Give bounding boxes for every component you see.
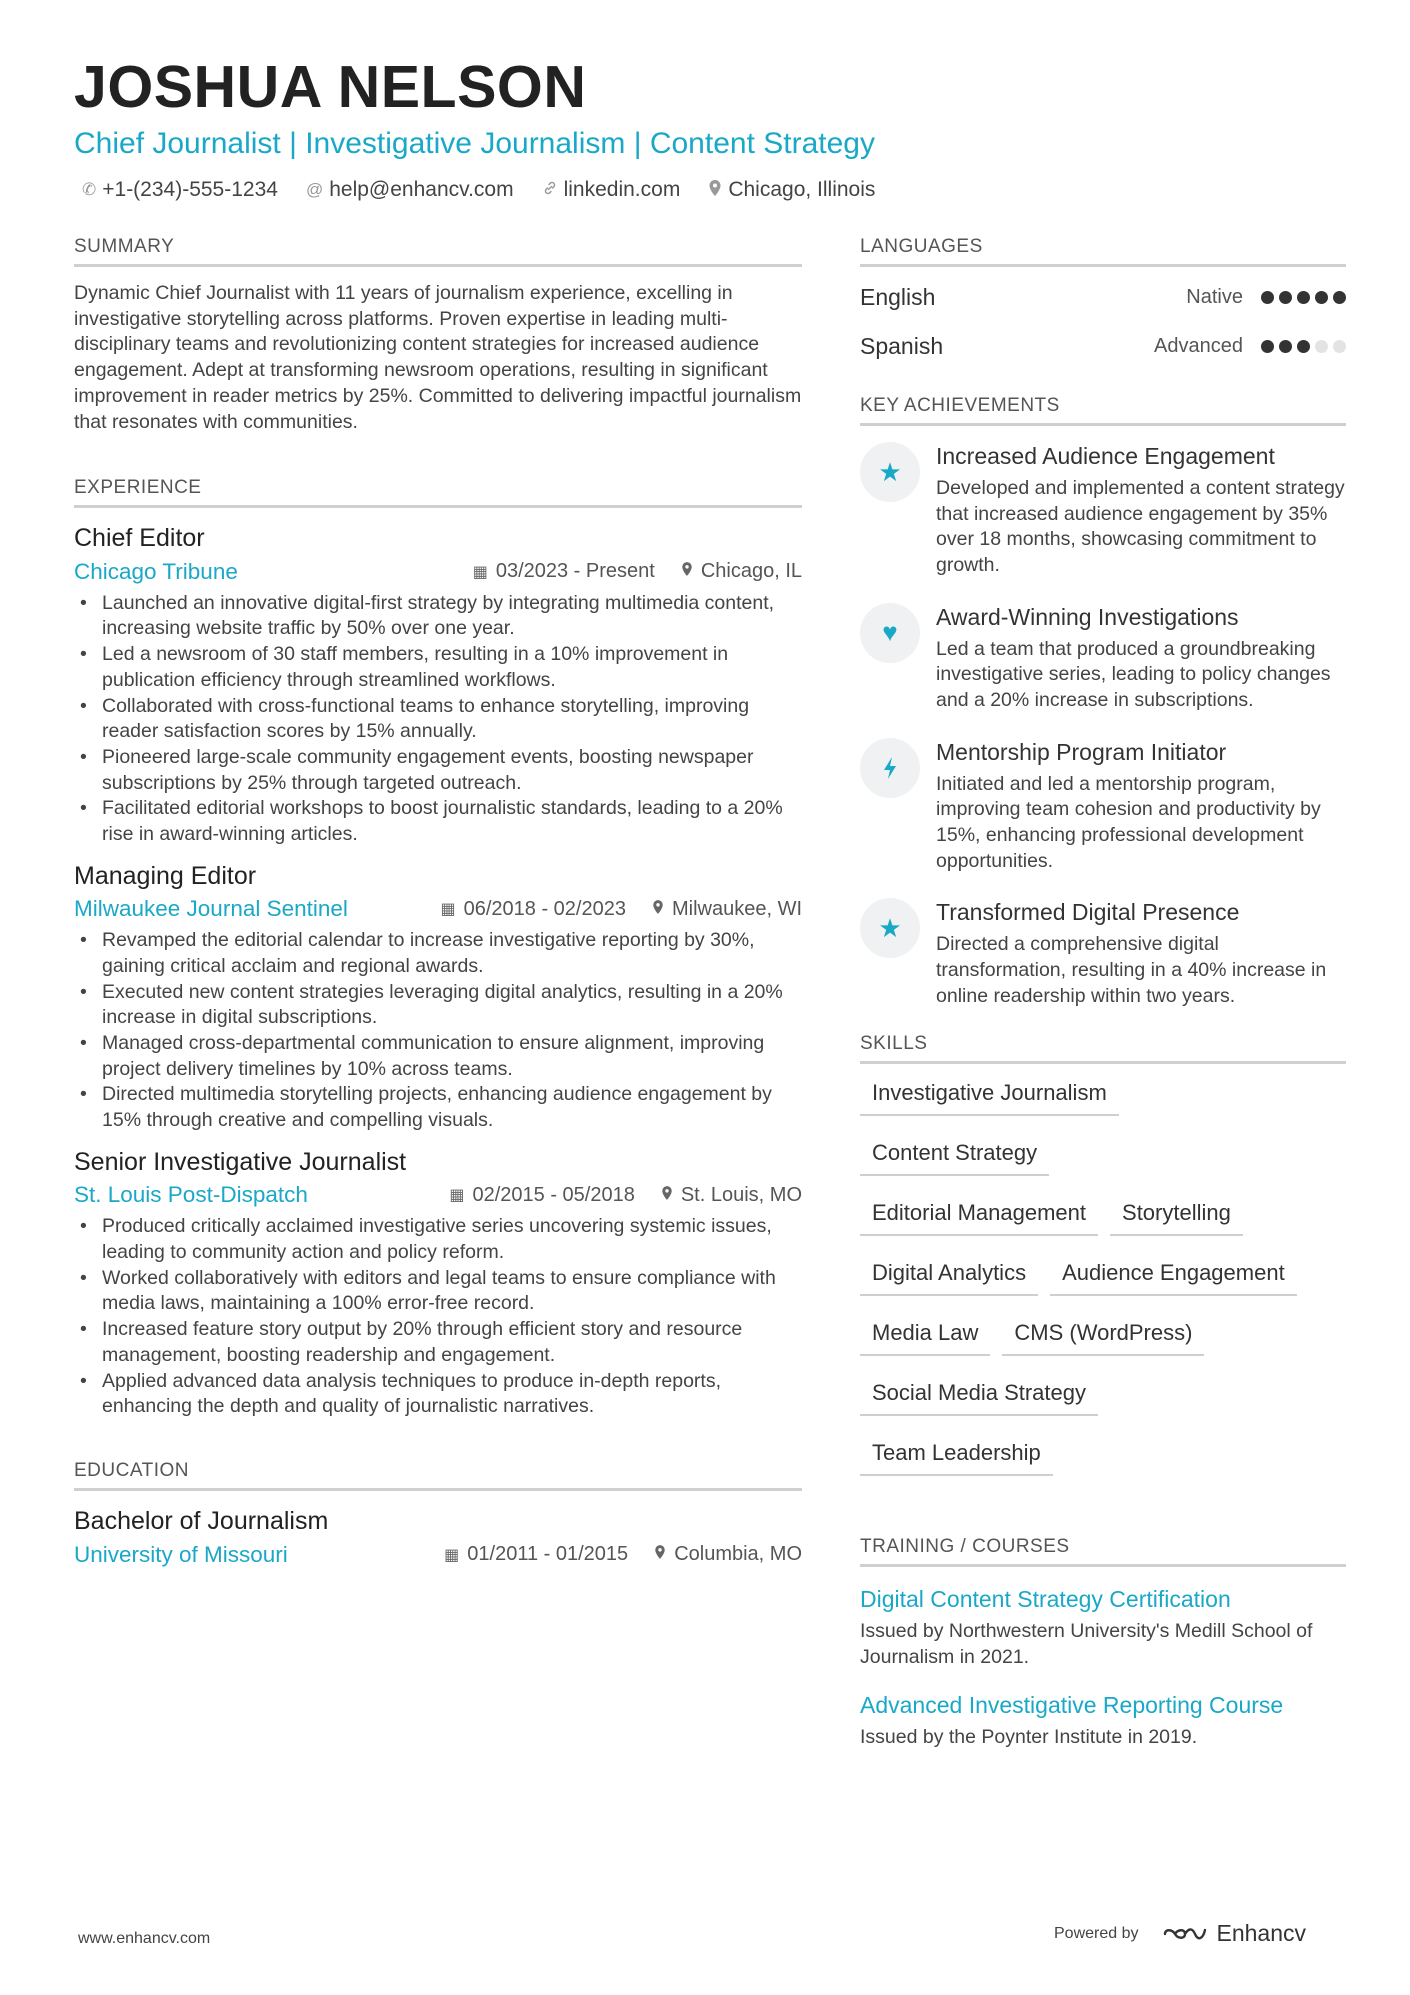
- skill-tag: Investigative Journalism: [860, 1070, 1119, 1116]
- skill-tag: Media Law: [860, 1310, 990, 1356]
- rating-dot-filled: [1279, 340, 1292, 353]
- course-item: [860, 1691, 1346, 1751]
- brand-logo[interactable]: [1161, 1920, 1307, 1947]
- bullet-item: • Worked collaboratively with editors and legal teams to ensure compliance with media laws, maintaining a 100% error-free record.: [74, 1266, 802, 1317]
- job-details: [440, 898, 802, 921]
- course-item: [860, 1585, 1346, 1670]
- job-meta: [74, 1182, 802, 1208]
- job-location-text: Milwaukee, WI: [671, 897, 802, 920]
- bullet-item: • Managed cross-departmental communication to ensure alignment, improving project delivery timelines by 10% across teams.: [74, 1031, 802, 1082]
- skill-tag: Team Leadership: [860, 1430, 1053, 1476]
- skill-tag: Social Media Strategy: [860, 1370, 1098, 1416]
- summary-text: Dynamic Chief Journalist with 11 years of journalism experience, excelling in investigative storytelling across platforms. Proven expertise in leading multi-disciplinary teams and revolutionizing content strategies for increased audience engagement. Adept at transforming newsroom operations, resulting in significant improvement in reader metrics by 25%. Committed to delivering impactful journalism that resonates with communities.: [74, 282, 802, 433]
- rating-dots: [1261, 340, 1346, 353]
- contact-email[interactable]: [306, 178, 514, 202]
- skill-tag: CMS (WordPress): [1002, 1310, 1204, 1356]
- experience-heading: EXPERIENCE: [74, 477, 802, 508]
- achievements-section: [860, 395, 1346, 1009]
- at-icon: @: [305, 180, 324, 199]
- location-icon: [708, 179, 722, 202]
- achievement-desc: Initiated and led a mentorship program, improving team cohesion and productivity by 15%, enhancing professional development opportunities.: [936, 772, 1321, 872]
- school-name: University of Missouri: [74, 1541, 288, 1567]
- link-icon: [542, 180, 558, 201]
- job-entry: [74, 522, 802, 848]
- job-dates-text: 02/2015 - 05/2018: [472, 1183, 635, 1206]
- bullet-item: • Revamped the editorial calendar to increase investigative reporting by 30%, gaining critical acclaim and regional awards.: [74, 928, 802, 979]
- summary-section: [74, 236, 802, 435]
- bullet-item: • Produced critically acclaimed investigative series uncovering systemic issues, leading to community action and policy reform.: [74, 1214, 802, 1265]
- job-meta: [74, 559, 802, 585]
- calendar-icon: ▦: [440, 901, 456, 919]
- phone-icon: ✆: [82, 180, 97, 199]
- job-dates: [440, 898, 626, 921]
- rating-dot-filled: [1261, 340, 1274, 353]
- calendar-icon: ▦: [472, 563, 488, 581]
- rating-dot-filled: [1279, 291, 1292, 304]
- achievement-desc: Developed and implemented a content strategy that increased audience engagement by 35% over 18 months, showcasing commitment to growth.: [936, 476, 1345, 576]
- language-name: English: [860, 284, 936, 310]
- job-location: [681, 560, 802, 583]
- rating-dots: [1261, 291, 1346, 304]
- calendar-icon: ▦: [444, 1546, 460, 1564]
- bullet-item: • Facilitated editorial workshops to boost journalistic standards, leading to a 20% rise in award-winning articles.: [74, 796, 802, 847]
- bullet-item: • Executed new content strategies leveraging digital analytics, resulting in a 20% increase in digital subscriptions.: [74, 980, 802, 1031]
- bullet-item: • Pioneered large-scale community engagement events, boosting newspaper subscriptions by 25% through targeted outreach.: [74, 745, 802, 796]
- job-title: Managing Editor: [74, 861, 257, 890]
- skills-section: [860, 1033, 1346, 1490]
- job-dates-text: 03/2023 - Present: [495, 560, 655, 583]
- skill-tag: Editorial Management: [860, 1190, 1098, 1236]
- achievement-item: [860, 738, 1346, 875]
- education-location: [654, 1543, 802, 1566]
- company-name: St. Louis Post-Dispatch: [74, 1182, 308, 1208]
- achievement-body: [936, 738, 1346, 875]
- contact-linkedin[interactable]: [542, 178, 681, 202]
- achievement-desc: Led a team that produced a groundbreaking investigative series, leading to policy changes and a 20% increase in subscriptions.: [936, 637, 1331, 711]
- job-bullets: [74, 1214, 802, 1420]
- achievement-title: Transformed Digital Presence: [936, 899, 1240, 926]
- rating-dot-filled: [1261, 291, 1274, 304]
- rating-dot-filled: [1297, 340, 1310, 353]
- achievement-body: [936, 898, 1346, 1009]
- location-icon: [654, 1544, 666, 1565]
- job-meta: [74, 896, 802, 922]
- language-row: [860, 273, 1346, 322]
- rating-dot-filled: [1333, 291, 1346, 304]
- bullet-item: • Directed multimedia storytelling projects, enhancing audience engagement by 15% through creative and compelling visuals.: [74, 1082, 802, 1133]
- training-section: [860, 1536, 1346, 1750]
- powered-by-text: Powered by: [1054, 1924, 1139, 1942]
- training-heading: TRAINING / COURSES: [860, 1536, 1346, 1567]
- job-entry: [74, 1146, 802, 1420]
- headline: Chief Journalist | Investigative Journalism | Content Strategy: [74, 127, 875, 160]
- education-meta: [74, 1542, 802, 1568]
- candidate-name: JOSHUA NELSON: [74, 54, 587, 120]
- bullet-item: • Led a newsroom of 30 staff members, resulting in a 10% improvement in publication efficiency through streamlined workflows.: [74, 642, 802, 693]
- footer-branding: [1054, 1920, 1306, 1947]
- achievement-title: Increased Audience Engagement: [936, 443, 1275, 469]
- lightning-icon: [860, 738, 920, 798]
- language-name: Spanish: [860, 333, 944, 359]
- skill-tag: Content Strategy: [860, 1130, 1049, 1176]
- bullet-item: • Applied advanced data analysis techniques to produce in-depth reports, enhancing the depth and quality of journalistic narratives.: [74, 1369, 802, 1420]
- rating-dot-empty: [1333, 340, 1346, 353]
- course-title: Advanced Investigative Reporting Course: [860, 1691, 1284, 1718]
- heart-icon: ♥: [860, 603, 920, 663]
- education-dates: [444, 1543, 628, 1566]
- job-location-text: Chicago, IL: [700, 560, 802, 583]
- right-column: [860, 236, 1346, 1770]
- bullet-item: • Increased feature story output by 20% through efficient story and resource management, boosting readership and engagement.: [74, 1317, 802, 1368]
- achievement-body: [936, 442, 1346, 579]
- languages-section: [860, 236, 1346, 371]
- languages-heading: LANGUAGES: [860, 236, 1346, 267]
- summary-heading: SUMMARY: [74, 236, 802, 267]
- skills-list: [860, 1070, 1346, 1490]
- contact-phone: [82, 178, 278, 202]
- course-title: Digital Content Strategy Certification: [860, 1586, 1231, 1613]
- job-location: [661, 1184, 802, 1207]
- enhancv-logo-icon: [1161, 1922, 1207, 1946]
- rating-dot-filled: [1297, 291, 1310, 304]
- bullet-item: • Collaborated with cross-functional teams to enhance storytelling, improving reader satisfaction scores by 15% annually.: [74, 694, 802, 745]
- contact-location: [708, 178, 875, 202]
- course-desc: Issued by the Poynter Institute in 2019.: [860, 1725, 1198, 1748]
- education-entry: [74, 1505, 802, 1568]
- job-bullets: [74, 928, 802, 1134]
- skill-tag: Digital Analytics: [860, 1250, 1038, 1296]
- language-proficiency: [1154, 335, 1346, 358]
- achievement-title: Mentorship Program Initiator: [936, 738, 1227, 765]
- rating-dot-empty: [1315, 340, 1328, 353]
- job-title: Chief Editor: [74, 524, 205, 553]
- language-level: Native: [1186, 286, 1243, 308]
- achievement-desc: Directed a comprehensive digital transformation, resulting in a 40% increase in online readership within two years.: [936, 933, 1327, 1007]
- job-location-text: St. Louis, MO: [680, 1183, 802, 1206]
- education-details: [444, 1543, 802, 1566]
- linkedin-text[interactable]: linkedin.com: [563, 178, 681, 201]
- course-desc: Issued by Northwestern University's Medill School of Journalism in 2021.: [860, 1620, 1313, 1668]
- achievement-item: [860, 442, 1346, 579]
- star-icon: ★: [860, 442, 920, 502]
- company-name: Milwaukee Journal Sentinel: [74, 896, 348, 922]
- experience-section: [74, 477, 802, 1420]
- skill-tag: Storytelling: [1110, 1190, 1243, 1236]
- job-details: [473, 560, 802, 583]
- bullet-item: • Launched an innovative digital-first strategy by integrating multimedia content, increasing website traffic by 50% over one year.: [74, 591, 802, 642]
- calendar-icon: ▦: [449, 1187, 465, 1205]
- job-title: Senior Investigative Journalist: [74, 1147, 407, 1176]
- education-dates-text: 01/2011 - 01/2015: [467, 1543, 629, 1565]
- achievement-item: [860, 603, 1346, 714]
- email-text[interactable]: help@enhancv.com: [329, 178, 514, 201]
- location-icon: [661, 1185, 673, 1206]
- job-dates-text: 06/2018 - 02/2023: [463, 897, 626, 920]
- company-name: Chicago Tribune: [74, 558, 238, 584]
- contact-bar: [82, 178, 875, 202]
- skill-tag: Audience Engagement: [1050, 1250, 1297, 1296]
- education-location-text: Columbia, MO: [674, 1543, 802, 1565]
- achievements-heading: KEY ACHIEVEMENTS: [860, 395, 1346, 426]
- degree: Bachelor of Journalism: [74, 1507, 329, 1535]
- job-bullets: [74, 591, 802, 848]
- location-icon: [652, 899, 664, 920]
- left-column: [74, 236, 802, 1568]
- education-heading: EDUCATION: [74, 1460, 802, 1491]
- achievement-item: [860, 898, 1346, 1009]
- language-level: Advanced: [1154, 335, 1243, 357]
- achievement-body: [936, 603, 1346, 714]
- skills-heading: SKILLS: [860, 1033, 1346, 1064]
- job-dates: [449, 1184, 635, 1207]
- job-dates: [473, 560, 655, 583]
- rating-dot-filled: [1315, 291, 1328, 304]
- footer-website[interactable]: www.enhancv.com: [78, 1930, 211, 1947]
- brand-name: Enhancv: [1216, 1920, 1307, 1946]
- education-section: [74, 1460, 802, 1568]
- job-location: [652, 898, 802, 921]
- achievement-title: Award-Winning Investigations: [936, 603, 1239, 630]
- language-proficiency: [1186, 286, 1346, 309]
- job-details: [449, 1184, 802, 1207]
- location-text: Chicago, Illinois: [728, 178, 876, 201]
- job-entry: [74, 860, 802, 1134]
- phone-text: +1-(234)-555-1234: [102, 178, 278, 201]
- language-row: [860, 322, 1346, 371]
- star-icon: ★: [860, 898, 920, 958]
- location-icon: [681, 561, 693, 582]
